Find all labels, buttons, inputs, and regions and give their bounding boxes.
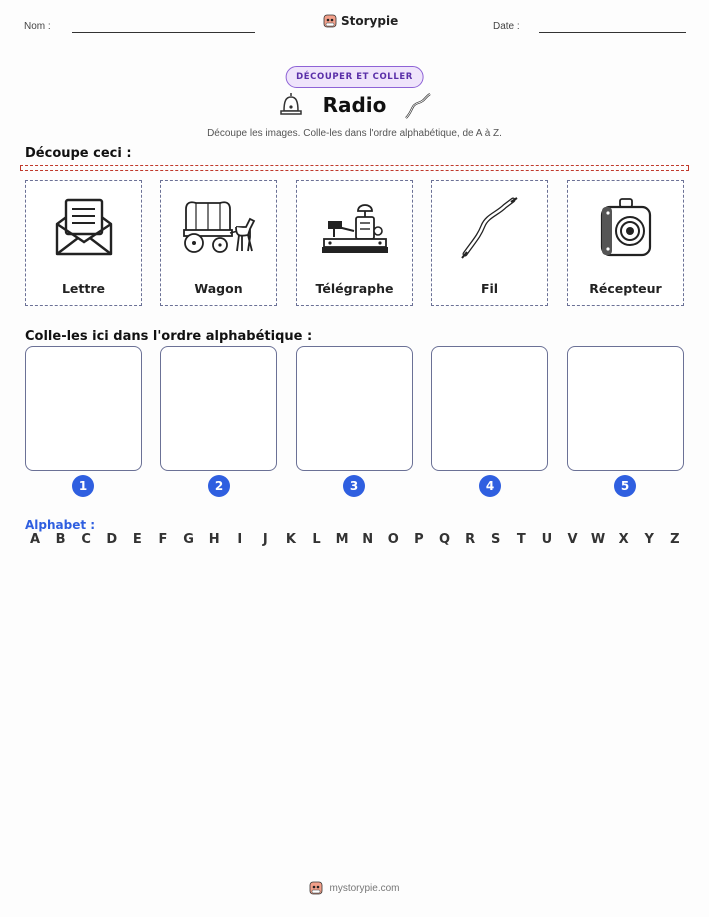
alphabet-letter: I (237, 532, 243, 547)
cut-card-telegraphe[interactable] (296, 180, 413, 306)
alphabet-letter: P (414, 532, 424, 547)
alphabet-letter: T (516, 532, 526, 547)
alphabet-letter: N (362, 532, 374, 547)
cut-line (20, 165, 689, 171)
alphabet-letter: W (590, 532, 606, 547)
cut-card-recepteur[interactable] (567, 180, 684, 306)
alphabet-letter: C (81, 532, 91, 547)
wire-title-icon (403, 91, 433, 125)
card-label: Récepteur (589, 281, 662, 296)
slot-number-5: 5 (614, 475, 636, 497)
slot-number-4: 4 (479, 475, 501, 497)
envelope-icon (51, 196, 117, 262)
alphabet-letter: Y (644, 532, 654, 547)
card-label: Wagon (194, 281, 243, 296)
alphabet-letter: K (285, 532, 296, 547)
cut-heading: Découpe ceci : (25, 146, 132, 161)
alphabet-letter: M (335, 532, 349, 547)
cut-card-wagon[interactable] (160, 180, 277, 306)
receiver-icon (596, 197, 656, 261)
storypie-mascot-icon (323, 13, 337, 29)
alphabet-row (25, 532, 685, 547)
alphabet-letter: R (465, 532, 476, 547)
page-title: Radio (322, 93, 387, 117)
alphabet-letter: J (262, 532, 268, 547)
paste-slot-3[interactable] (296, 346, 413, 471)
slot-number-3: 3 (343, 475, 365, 497)
alphabet-letter: L (312, 532, 321, 547)
cut-card-lettre[interactable] (25, 180, 142, 306)
date-label: Date : (493, 21, 520, 32)
name-label: Nom : (24, 21, 51, 32)
wire-icon (457, 196, 523, 262)
alphabet-letter: Z (670, 532, 680, 547)
alphabet-letter: G (183, 532, 194, 547)
slot-number-1: 1 (72, 475, 94, 497)
name-line (72, 32, 255, 33)
wagon-icon (182, 201, 256, 257)
cut-card-fil[interactable] (431, 180, 548, 306)
footer (0, 880, 709, 896)
alphabet-letter: F (158, 532, 168, 547)
alphabet-letter: E (132, 532, 142, 547)
alphabet-letter: X (618, 532, 629, 547)
alphabet-letter: D (106, 532, 118, 547)
paste-slot-4[interactable] (431, 346, 548, 471)
footer-url[interactable]: mystorypie.com (329, 882, 400, 894)
activity-badge: DÉCOUPER ET COLLER (285, 66, 424, 88)
card-label: Lettre (61, 281, 106, 296)
alphabet-letter: A (29, 532, 41, 547)
paste-heading: Colle-les ici dans l'ordre alphabétique : (25, 329, 313, 344)
alphabet-letter: U (541, 532, 553, 547)
card-label: Télégraphe (315, 281, 394, 296)
paste-slot-1[interactable] (25, 346, 142, 471)
telegraph-icon (320, 197, 390, 261)
instructions: Découpe les images. Colle-les dans l'ordre alphabétique, de A à Z. (207, 128, 502, 139)
slot-number-2: 2 (208, 475, 230, 497)
date-line (539, 32, 686, 33)
card-label: Fil (480, 281, 499, 296)
alphabet-letter: Q (438, 532, 451, 547)
brand-logo (323, 13, 398, 29)
alphabet-letter: S (491, 532, 501, 547)
brand-name: Storypie (341, 14, 399, 28)
alphabet-letter: V (567, 532, 578, 547)
paste-slot-5[interactable] (567, 346, 684, 471)
paste-slot-2[interactable] (160, 346, 277, 471)
storypie-mascot-icon (309, 880, 323, 896)
alphabet-letter: B (55, 532, 66, 547)
alphabet-letter: O (387, 532, 399, 547)
alphabet-heading: Alphabet : (25, 518, 96, 532)
alphabet-letter: H (208, 532, 220, 547)
